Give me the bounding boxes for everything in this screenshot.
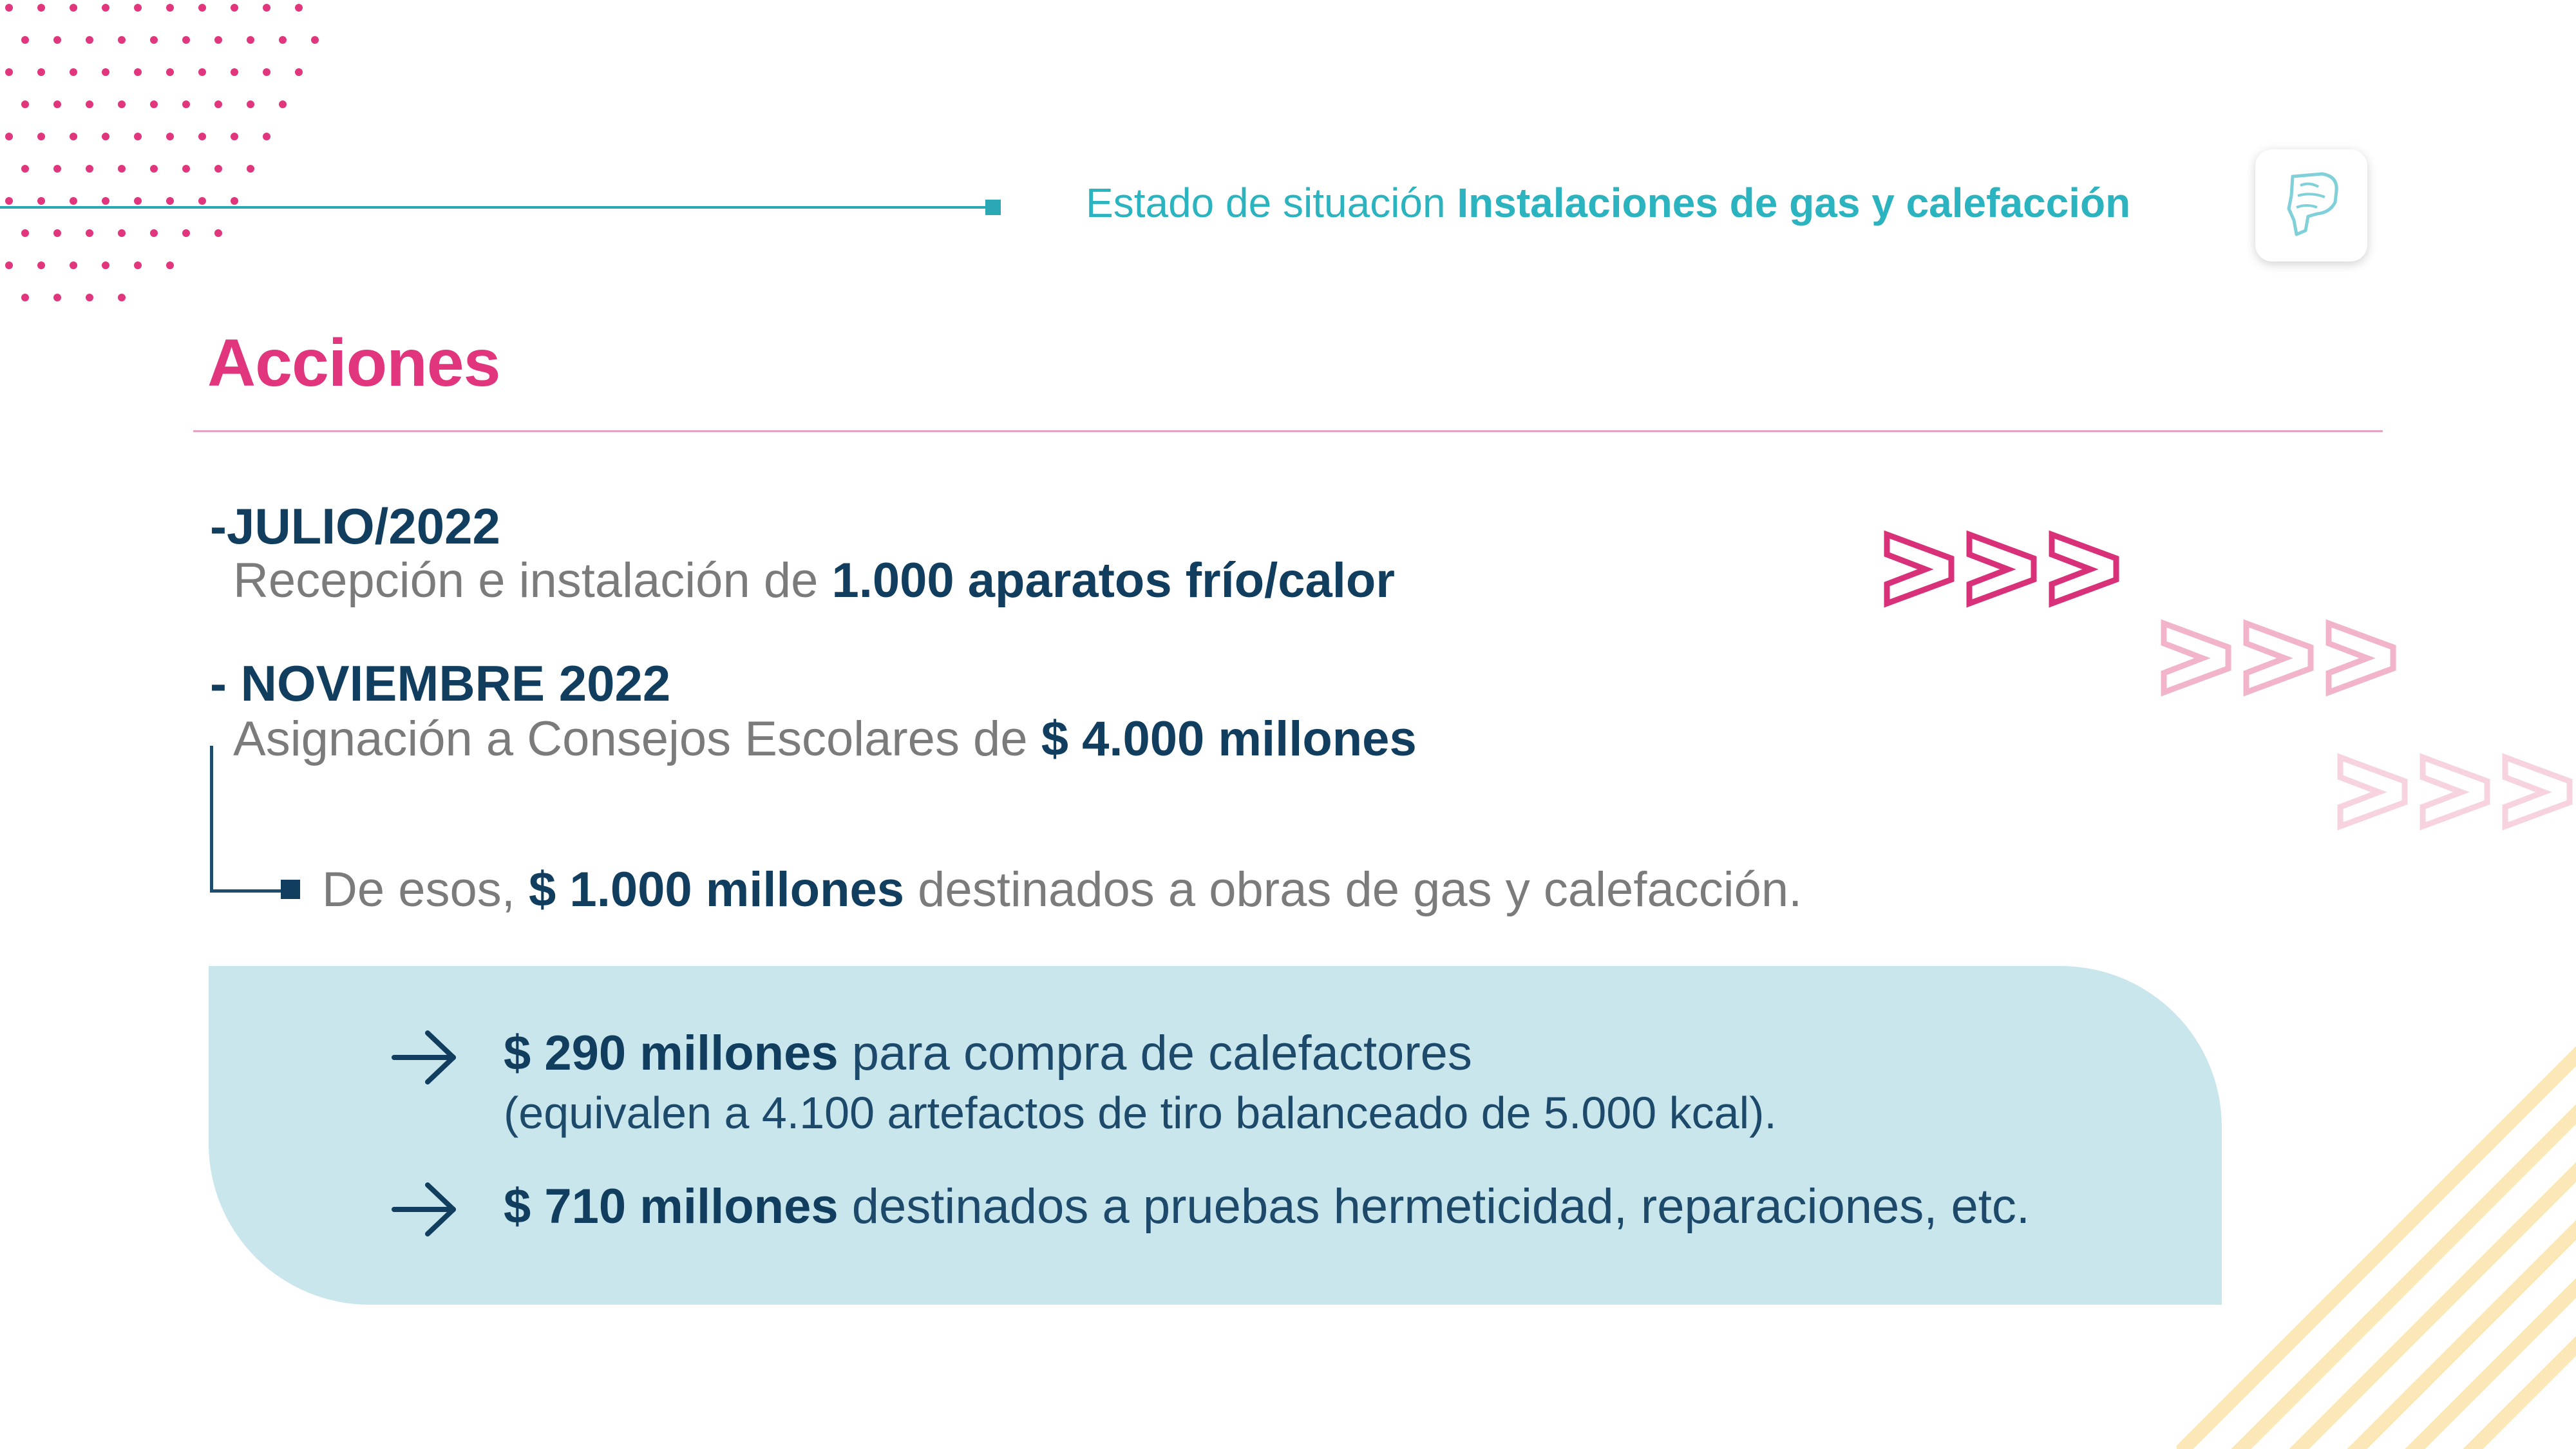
action-text-july-highlight: 1.000 aparatos frío/calor [831,553,1395,608]
decoration-dot [70,197,77,205]
chevron-decoration [1880,528,2576,850]
sub-item-suffix: destinados a obras de gas y calefacción. [904,862,1803,917]
decoration-dot [263,4,270,12]
panel-item-1-subtext: (equivalen a 4.100 artefactos de tiro balanceado de 5.000 kcal). [504,1088,1777,1138]
decoration-dot [102,197,109,205]
decoration-dot [198,68,206,76]
decoration-dot [118,294,126,301]
section-title: Acciones [207,326,500,401]
action-text-july-regular: Recepción e instalación de [233,553,832,608]
decoration-dot [53,100,61,108]
decoration-dot [263,133,270,140]
decoration-dot [118,36,126,44]
action-text-july [233,553,1395,609]
decoration-dot [166,68,174,76]
panel-item-2-regular: destinados a pruebas hermeticidad, reparaciones, etc. [838,1179,2031,1234]
action-date-november: - NOVIEMBRE 2022 [210,655,671,712]
action-date-july: -JULIO/2022 [210,498,500,554]
decoration-dot [150,100,158,108]
sub-item-prefix: De esos, [322,862,529,917]
province-map-icon [2255,149,2367,261]
decoration-dot [247,100,254,108]
decoration-dot [166,4,174,12]
action-text-november-highlight: $ 4.000 millones [1041,712,1417,766]
decoration-dot [86,100,93,108]
decoration-dot [182,36,190,44]
dot-pattern-decoration [0,0,348,322]
decoration-dot [37,68,45,76]
decoration-dot [214,36,222,44]
decoration-dot [263,68,270,76]
decoration-dot [70,261,77,269]
decoration-dot [118,165,126,173]
decoration-dot [134,197,142,205]
decoration-dot [86,229,93,237]
decoration-dot [53,36,61,44]
decoration-dot [150,36,158,44]
decoration-dot [118,229,126,237]
decoration-dot [86,165,93,173]
decoration-dot [214,229,222,237]
header-line [0,206,992,209]
decoration-dot [102,68,109,76]
decoration-dot [279,100,287,108]
decoration-dot [102,261,109,269]
arrow-right-icon [389,1027,461,1088]
decoration-dot [198,197,206,205]
decoration-dot [21,229,29,237]
decoration-dot [150,229,158,237]
decoration-dot [247,165,254,173]
decoration-dot [53,229,61,237]
decoration-dot [311,36,319,44]
decoration-dot [166,261,174,269]
decoration-dot [70,68,77,76]
decoration-dot [5,261,13,269]
decoration-dot [295,68,303,76]
decoration-dot [231,4,238,12]
decoration-dot [21,165,29,173]
arrow-right-icon [389,1179,461,1240]
decoration-dot [102,133,109,140]
decoration-dot [247,36,254,44]
bracket-connector-vertical [210,746,213,893]
decoration-dot [70,4,77,12]
decoration-dot [182,229,190,237]
action-text-november-regular: Asignación a Consejos Escolares de [233,712,1041,766]
header-title-regular: Estado de situación [1086,180,1457,226]
decoration-dot [231,68,238,76]
decoration-dot [37,4,45,12]
decoration-dot [134,4,142,12]
section-divider [193,430,2383,432]
panel-item-1-highlight: $ 290 millones [504,1026,838,1081]
decoration-dot [214,100,222,108]
header-title [1086,179,2130,227]
decoration-dot [21,36,29,44]
decoration-dot [214,165,222,173]
logo-card [2255,149,2367,261]
decoration-dot [279,36,287,44]
sub-item-highlight: $ 1.000 millones [529,862,905,917]
decoration-dot [166,197,174,205]
decoration-dot [5,4,13,12]
decoration-dot [21,100,29,108]
decoration-dot [102,4,109,12]
decoration-dot [134,68,142,76]
decoration-dot [231,133,238,140]
sub-item-text [322,862,1802,918]
stripe-decoration [2177,1030,2576,1449]
panel-item-1-text [504,1025,1472,1081]
decoration-dot [5,68,13,76]
decoration-dot [166,133,174,140]
decoration-dot [134,133,142,140]
decoration-dot [295,4,303,12]
panel-item-1-regular: para compra de calefactores [838,1026,1472,1081]
header-title-bold: Instalaciones de gas y calefacción [1457,180,2131,226]
decoration-dot [182,165,190,173]
panel-item-2-text [504,1179,2030,1235]
decoration-dot [37,261,45,269]
header-line-end-square [985,200,1001,215]
decoration-dot [70,133,77,140]
decoration-dot [231,197,238,205]
decoration-dot [5,197,13,205]
decoration-dot [134,261,142,269]
decoration-dot [198,133,206,140]
decoration-dot [21,294,29,301]
decoration-dot [86,36,93,44]
decoration-dot [198,4,206,12]
decoration-dot [53,294,61,301]
action-text-november [233,711,1417,767]
decoration-dot [86,294,93,301]
panel-item-2-highlight: $ 710 millones [504,1179,838,1234]
decoration-dot [118,100,126,108]
bullet-square-icon [281,880,300,899]
decoration-dot [37,197,45,205]
bracket-connector-horizontal [210,889,282,893]
decoration-dot [53,165,61,173]
decoration-dot [37,133,45,140]
decoration-dot [5,133,13,140]
decoration-dot [150,165,158,173]
decoration-dot [182,100,190,108]
